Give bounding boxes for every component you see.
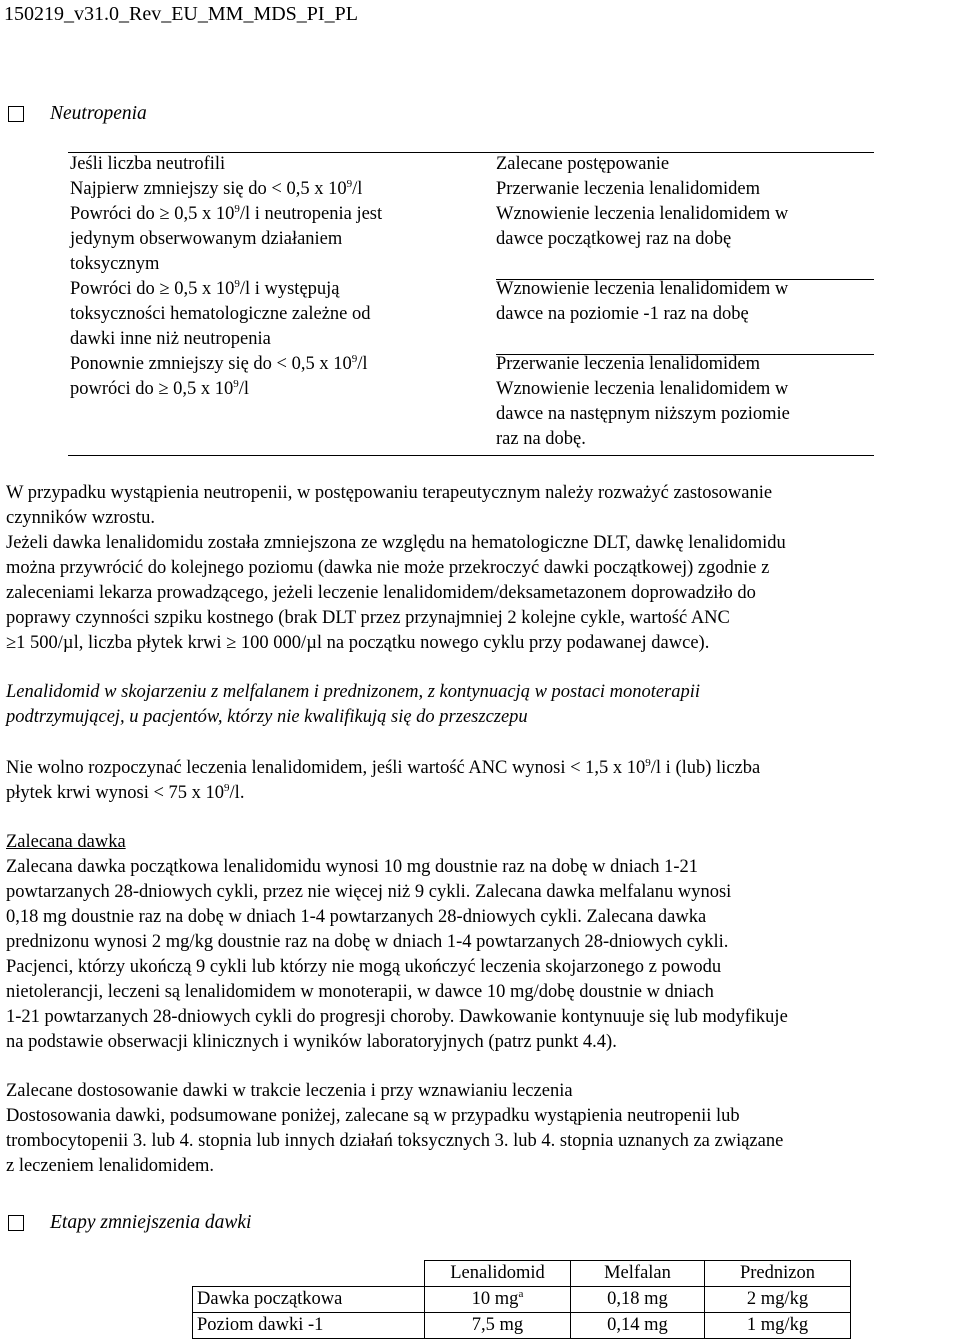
header-melfalan: Melfalan (571, 1261, 705, 1287)
action-row2-line1: Wznowienie leczenia lenalidomidem w (496, 279, 789, 299)
action-row2-line2: dawce na poziomie -1 raz na dobę (496, 304, 749, 324)
action-row3-line1: Przerwanie leczenia lenalidomidem (496, 354, 761, 374)
condition-row2-line1: Powróci do ≥ 0,5 x $10^9/l$ i występują (70, 278, 340, 299)
header-prednizon: Prednizon (705, 1261, 851, 1287)
action-row3-line2: Wznowienie leczenia lenalidomidem w (496, 379, 789, 399)
condition-row1-line2: Powróci do ≥ 0,5 x $10^9/l$ i neutropenia jest (70, 203, 383, 224)
action-row3-line3: dawce na następnym niższym poziomie (496, 404, 790, 424)
growth-factor-paragraph: W przypadku wystąpienia neutropenii, w postępowaniu terapeutycznym należy rozważyć zastosowanie czynników wzrostu. (6, 483, 773, 528)
checkbox-icon (8, 106, 24, 122)
neutropenia-heading (8, 101, 147, 126)
dose-adjustment-heading: Zalecane dostosowanie dawki w trakcie leczenia i przy wznawianiu leczenia (6, 1081, 573, 1101)
condition-row3-line2: powróci do ≥ 0,5 x $10^9/l$ (70, 378, 250, 399)
document-code: 150219_v31.0_Rev_EU_MM_MDS_PI_PL (4, 3, 358, 25)
action-header: Zalecane postępowanie (496, 154, 670, 174)
dose-reduction-table (192, 1260, 851, 1339)
condition-row1-line1: Najpierw zmniejszy się do < 0,5 x $10^9/l$ (70, 178, 363, 199)
condition-row1-line4: toksycznym (70, 254, 160, 274)
condition-row3-line1: Ponownie zmniejszy się do < 0,5 x $10^9/l$ (70, 353, 368, 374)
mp-section-title: Lenalidomid w skojarzeniu z melfalanem i prednizonem, z kontynuacją w postaci monoterapii podtrzymującej, u pacjentów, którzy nie kwalifikują się do przeszczepu (6, 682, 701, 727)
dose-adjustment-section: Zalecane dostosowanie dawki w trakcie leczenia i przy wznawianiu leczenia Dostosowania dawki, podsumowane poniżej, zalecane są w przypadku wystąpienia neutropenii lub trombocytopenii 3. lub 4. stopnia lub innych działań toksycznych 3. lub 4. stopnia uznanych za związane z leczeniem lenalidomidem. (6, 1079, 954, 1179)
action-row1-line1: Przerwanie leczenia lenalidomidem (496, 179, 761, 199)
recommended-dose-heading: Zalecana dawka (6, 832, 126, 852)
neutropenia-condition-column (70, 152, 475, 402)
condition-header: Jeśli liczba neutrofili (70, 154, 226, 174)
neutropenia-heading-text: Neutropenia (50, 103, 147, 124)
action-row1-line3: dawce początkowej raz na dobę (496, 229, 732, 249)
header-lenalidomid: Lenalidomid (425, 1261, 571, 1287)
condition-row2-line2: toksyczności hematologiczne zależne od (70, 304, 371, 324)
anc-threshold-paragraph: Nie wolno rozpoczynać leczenia lenalidomidem, jeśli wartość ANC wynosi < 1,5 x $10^9/l$ i (lub) liczba płytek krwi wynosi < 75 x $10^9/l$. (6, 757, 761, 803)
action-row3-line4: raz na dobę. (496, 429, 586, 449)
neutropenia-action-column (496, 152, 874, 452)
condition-row1-line3: jedynym obserwowanym działaniem (70, 229, 343, 249)
dose-restore-paragraph: Jeżeli dawka lenalidomidu została zmniejszona ze względu na hematologiczne DLT, dawkę lenalidomidu można przywrócić do kolejnego poziomu (dawka nie może przekroczyć dawki początkowej) zgodnie z zaleceniami lekarza prowadzącego, jeżeli leczenie lenalidomidem/deksametazonem doprowadziło do poprawy czynności szpiku kostnego (brak DLT przez przynajmniej 2 kolejne cykle, wartość ANC ≥1 500/µl, liczba płytek krwi ≥ 100 000/µl na początku nowego cyklu przy podawanej dawce). (6, 533, 786, 653)
condition-row2-line3: dawki inne niż neutropenia (70, 329, 271, 349)
action-row1-line2: Wznowienie leczenia lenalidomidem w (496, 204, 789, 224)
reduction-heading-text: Etapy zmniejszenia dawki (50, 1212, 252, 1233)
recommended-dose-section: Zalecana dawka Zalecana dawka początkowa lenalidomidu wynosi 10 mg doustnie raz na dobę w dniach 1-21 powtarzanych 28-dniowych cykli, przez nie więcej niż 9 cykli. Zalecana dawka melfalanu wynosi 0,18 mg doustnie raz na dobę w dniach 1-4 powtarzanych 28-dniowych cykli. Zalecana dawka prednizonu wynosi 2 mg/kg doustnie raz na dobę w dniach 1-4 powtarzanych 28-dniowych cykli. Pacjenci, którzy ukończą 9 cykli lub którzy nie mogą ukończyć leczenia skojarzonego z powodu nietolerancji, leczeni są lenalidomidem w monoterapii, w dawce 10 mg/dobę doustnie w dniach 1-21 powtarzanych 28-dniowych cykli do progresji choroby. Dawkowanie kontynuuje się lub modyfikuje na podstawie obserwacji klinicznych i wyników laboratoryjnych (patrz punkt 4.4). (6, 830, 954, 1055)
checkbox-icon (8, 1215, 24, 1231)
table-row: Dawka początkowa 10 $mg^a$ 0,18 mg 2 mg/kg (193, 1287, 851, 1313)
table-bottom-rule (68, 455, 874, 456)
table-row: Poziom dawki -1 7,5 mg 0,14 mg 1 mg/kg (193, 1313, 851, 1339)
reduction-heading (8, 1210, 251, 1235)
table-header-row (193, 1261, 851, 1287)
